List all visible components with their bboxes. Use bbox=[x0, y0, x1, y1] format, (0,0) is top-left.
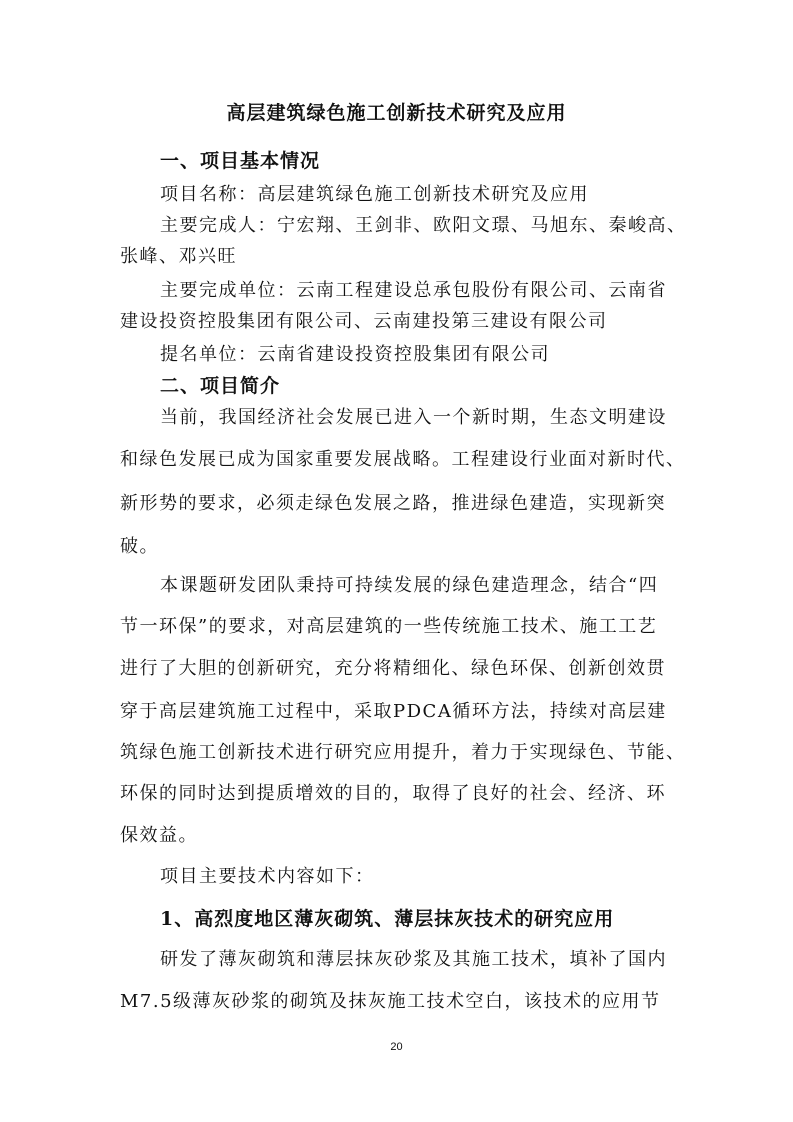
paragraph-line: 研发了薄灰砌筑和薄层抹灰砂浆及其施工技术，填补了国内 bbox=[160, 949, 667, 970]
paragraph-line: 保效益。 bbox=[120, 825, 198, 846]
paragraph-line: 当前，我国经济社会发展已进入一个新时期，生态文明建设 bbox=[160, 407, 667, 428]
page-number: 20 bbox=[390, 1041, 403, 1053]
paragraph-line: 破。 bbox=[120, 536, 159, 557]
paragraph-line: 环保的同时达到提质增效的目的，取得了良好的社会、经济、环 bbox=[120, 783, 666, 804]
paragraph-line: 本课题研发团队秉持可持续发展的绿色建造理念，结合“四 bbox=[160, 575, 659, 596]
project-name-line: 项目名称：高层建筑绿色施工创新技术研究及应用 bbox=[160, 184, 589, 205]
main-units-line: 主要完成单位：云南工程建设总承包股份有限公司、云南省 bbox=[160, 280, 667, 301]
paragraph-line: 项目主要技术内容如下： bbox=[160, 866, 375, 887]
main-people-line-cont: 张峰、邓兴旺 bbox=[120, 246, 237, 267]
document-title: 高层建筑绿色施工创新技术研究及应用 bbox=[226, 102, 567, 124]
paragraph-line: 穿于高层建筑施工过程中，采取PDCA循环方法，持续对高层建 bbox=[120, 701, 667, 722]
paragraph-line: M7.5级薄灰砂浆的砌筑及抹灰施工技术空白，该技术的应用节 bbox=[120, 991, 661, 1012]
paragraph-line: 进行了大胆的创新研究，充分将精细化、绿色环保、创新创效贯 bbox=[120, 658, 666, 679]
paragraph-line: 筑绿色施工创新技术进行研究应用提升，着力于实现绿色、节能、 bbox=[120, 742, 686, 763]
nominator-line: 提名单位：云南省建设投资控股集团有限公司 bbox=[160, 344, 550, 365]
main-people-line: 主要完成人：宁宏翔、王剑非、欧阳文璟、马旭东、秦峻高、 bbox=[160, 215, 687, 236]
paragraph-line: 节一环保”的要求，对高层建筑的一些传统施工技术、施工工艺 bbox=[120, 616, 658, 637]
section-heading-summary: 二、项目简介 bbox=[160, 375, 281, 397]
section-heading-basic-info: 一、项目基本情况 bbox=[160, 150, 321, 172]
paragraph-line: 和绿色发展已成为国家重要发展战略。工程建设行业面对新时代、 bbox=[120, 449, 686, 470]
subsection-heading-1: 1、高烈度地区薄灰砌筑、薄层抹灰技术的研究应用 bbox=[160, 908, 615, 930]
paragraph-line: 新形势的要求，必须走绿色发展之路，推进绿色建造，实现新突 bbox=[120, 493, 666, 514]
main-units-line-cont: 建设投资控股集团有限公司、云南建投第三建设有限公司 bbox=[120, 311, 608, 332]
